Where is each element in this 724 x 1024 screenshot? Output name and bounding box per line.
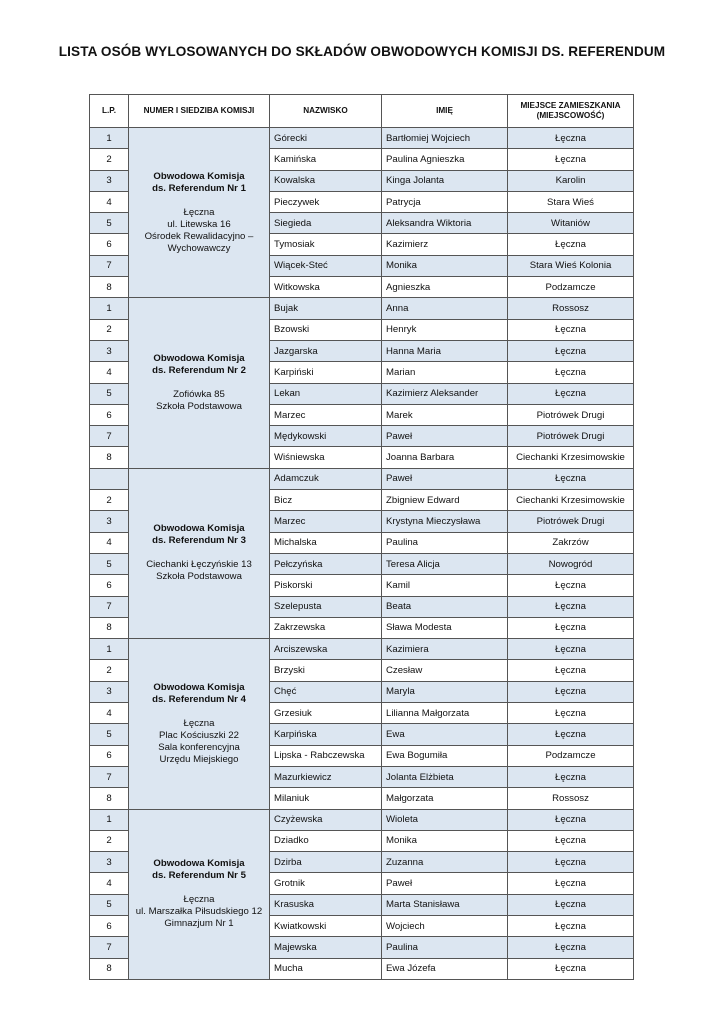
residence-cell: Łęczna (508, 809, 634, 830)
committee-cell (129, 809, 270, 979)
row-number: 6 (90, 404, 129, 425)
row-number: 1 (90, 128, 129, 149)
residence-cell: Rossosz (508, 298, 634, 319)
row-number: 4 (90, 703, 129, 724)
committee-title: Obwodowa Komisja (153, 523, 245, 535)
committee-address-line: Łęczna (183, 717, 215, 729)
row-number: 2 (90, 319, 129, 340)
row-number: 8 (90, 277, 129, 298)
first-name-cell: Paulina (382, 532, 508, 553)
residence-cell: Łęczna (508, 766, 634, 787)
row-number: 5 (90, 383, 129, 404)
committee-number: ds. Referendum Nr 5 (152, 870, 246, 882)
surname-cell: Pełczyńska (270, 553, 382, 574)
committee-address-line: Ośrodek Rewalidacyjno – (144, 230, 254, 242)
row-number: 7 (90, 426, 129, 447)
first-name-cell: Paulina (382, 937, 508, 958)
surname-cell: Zakrzewska (270, 617, 382, 638)
first-name-cell: Lilianna Małgorzata (382, 703, 508, 724)
row-number: 3 (90, 852, 129, 873)
row-number: 6 (90, 575, 129, 596)
committee-address-line: Zofiówka 85 (173, 389, 225, 401)
row-number: 3 (90, 340, 129, 361)
residence-cell: Ciechanki Krzesimowskie (508, 490, 634, 511)
residence-cell: Łęczna (508, 915, 634, 936)
row-number: 6 (90, 745, 129, 766)
row-number: 1 (90, 639, 129, 660)
committee-address-line: Łęczna (183, 894, 215, 906)
surname-cell: Lipska - Rabczewska (270, 745, 382, 766)
surname-cell: Jazgarska (270, 340, 382, 361)
first-name-cell: Krystyna Mieczysława (382, 511, 508, 532)
row-number: 3 (90, 681, 129, 702)
residence-cell: Łęczna (508, 937, 634, 958)
row-number: 8 (90, 958, 129, 979)
first-name-cell: Aleksandra Wiktoria (382, 213, 508, 234)
surname-cell: Adamczuk (270, 468, 382, 489)
surname-cell: Marzec (270, 404, 382, 425)
first-name-cell: Monika (382, 830, 508, 851)
row-number: 6 (90, 234, 129, 255)
table-header-row (90, 95, 634, 128)
surname-cell: Chęć (270, 681, 382, 702)
row-number: 2 (90, 830, 129, 851)
first-name-cell: Ewa (382, 724, 508, 745)
surname-cell: Mazurkiewicz (270, 766, 382, 787)
first-name-cell: Czesław (382, 660, 508, 681)
residence-cell: Piotrówek Drugi (508, 404, 634, 425)
first-name-cell: Paweł (382, 873, 508, 894)
row-number: 4 (90, 362, 129, 383)
committee-number: ds. Referendum Nr 4 (152, 693, 246, 705)
surname-cell: Dzirba (270, 852, 382, 873)
first-name-cell: Hanna Maria (382, 340, 508, 361)
row-number: 6 (90, 915, 129, 936)
committee-number: ds. Referendum Nr 1 (152, 182, 246, 194)
first-name-cell: Marek (382, 404, 508, 425)
surname-cell: Bujak (270, 298, 382, 319)
table-row (90, 298, 634, 319)
row-number: 8 (90, 447, 129, 468)
surname-cell: Pieczywek (270, 191, 382, 212)
first-name-cell: Kazimierz Aleksander (382, 383, 508, 404)
first-name-cell: Joanna Barbara (382, 447, 508, 468)
first-name-cell: Paulina Agnieszka (382, 149, 508, 170)
row-number: 7 (90, 596, 129, 617)
residence-cell: Łęczna (508, 340, 634, 361)
residence-cell: Łęczna (508, 873, 634, 894)
residence-cell: Łęczna (508, 660, 634, 681)
row-number: 5 (90, 724, 129, 745)
residence-cell: Piotrówek Drugi (508, 511, 634, 532)
table-row (90, 809, 634, 830)
first-name-cell: Kinga Jolanta (382, 170, 508, 191)
first-name-cell: Kazimiera (382, 639, 508, 660)
header-committee: NUMER I SIEDZIBA KOMISJI (129, 95, 270, 128)
committee-address-line: Urzędu Miejskiego (159, 753, 239, 765)
header-residence (508, 95, 634, 128)
committee-title: Obwodowa Komisja (153, 170, 245, 182)
residence-cell: Łęczna (508, 724, 634, 745)
first-name-cell: Maryla (382, 681, 508, 702)
surname-cell: Milaniuk (270, 788, 382, 809)
residence-cell: Nowogród (508, 553, 634, 574)
surname-cell: Bzowski (270, 319, 382, 340)
residence-cell: Łęczna (508, 383, 634, 404)
first-name-cell: Marian (382, 362, 508, 383)
surname-cell: Karpiński (270, 362, 382, 383)
row-number: 7 (90, 766, 129, 787)
row-number: 5 (90, 213, 129, 234)
first-name-cell: Sława Modesta (382, 617, 508, 638)
residence-cell: Łęczna (508, 852, 634, 873)
surname-cell: Arciszewska (270, 639, 382, 660)
surname-cell: Górecki (270, 128, 382, 149)
first-name-cell: Beata (382, 596, 508, 617)
committee-address-line: Wychowawczy (167, 242, 231, 254)
surname-cell: Wiącek-Steć (270, 255, 382, 276)
residence-cell: Łęczna (508, 149, 634, 170)
row-number: 7 (90, 255, 129, 276)
header-surname: NAZWISKO (270, 95, 382, 128)
row-number: 2 (90, 660, 129, 681)
header-first-name: IMIĘ (382, 95, 508, 128)
surname-cell: Grzesiuk (270, 703, 382, 724)
row-number: 4 (90, 532, 129, 553)
row-number: 1 (90, 809, 129, 830)
first-name-cell: Zbigniew Edward (382, 490, 508, 511)
residence-cell: Rossosz (508, 788, 634, 809)
header-lp: L.P. (90, 95, 129, 128)
residence-cell: Łęczna (508, 468, 634, 489)
committee-cell (129, 468, 270, 638)
committee-address-line: Gimnazjum Nr 1 (164, 918, 234, 930)
residence-cell: Łęczna (508, 830, 634, 851)
surname-cell: Kowalska (270, 170, 382, 191)
residence-cell: Karolin (508, 170, 634, 191)
committee-title: Obwodowa Komisja (153, 681, 245, 693)
residence-cell: Łęczna (508, 703, 634, 724)
header-residence-line-1: MIEJSCE ZAMIESZKANIA (520, 101, 621, 110)
surname-cell: Lekan (270, 383, 382, 404)
row-number: 7 (90, 937, 129, 958)
first-name-cell: Teresa Alicja (382, 553, 508, 574)
surname-cell: Bicz (270, 490, 382, 511)
first-name-cell: Wioleta (382, 809, 508, 830)
residence-cell: Łęczna (508, 894, 634, 915)
committee-number: ds. Referendum Nr 2 (152, 365, 246, 377)
residence-cell: Stara Wieś (508, 191, 634, 212)
residence-cell: Łęczna (508, 362, 634, 383)
residence-cell: Łęczna (508, 681, 634, 702)
table-row (90, 639, 634, 660)
residence-cell: Łęczna (508, 575, 634, 596)
committee-title: Obwodowa Komisja (153, 353, 245, 365)
row-number: 2 (90, 490, 129, 511)
surname-cell: Michalska (270, 532, 382, 553)
committee-address-line: Łęczna (183, 206, 215, 218)
residence-cell: Podzamcze (508, 745, 634, 766)
first-name-cell: Zuzanna (382, 852, 508, 873)
first-name-cell: Bartłomiej Wojciech (382, 128, 508, 149)
first-name-cell: Paweł (382, 468, 508, 489)
residence-cell: Łęczna (508, 319, 634, 340)
row-number: 4 (90, 191, 129, 212)
committee-address-line: Ciechanki Łęczyńskie 13 (146, 559, 252, 571)
row-number: 3 (90, 511, 129, 532)
first-name-cell: Paweł (382, 426, 508, 447)
surname-cell: Brzyski (270, 660, 382, 681)
surname-cell: Karpińska (270, 724, 382, 745)
residence-cell: Podzamcze (508, 277, 634, 298)
committee-address-line: ul. Marszałka Piłsudskiego 12 (135, 906, 263, 918)
first-name-cell: Monika (382, 255, 508, 276)
committee-cell (129, 639, 270, 809)
committee-title: Obwodowa Komisja (153, 858, 245, 870)
row-number: 2 (90, 149, 129, 170)
first-name-cell: Kazimierz (382, 234, 508, 255)
residence-cell: Stara Wieś Kolonia (508, 255, 634, 276)
residence-cell: Witaniów (508, 213, 634, 234)
surname-cell: Tymosiak (270, 234, 382, 255)
header-residence-line-2: (MIEJSCOWOŚĆ) (536, 111, 605, 120)
residence-cell: Łęczna (508, 617, 634, 638)
residence-cell: Ciechanki Krzesimowskie (508, 447, 634, 468)
residence-cell: Łęczna (508, 234, 634, 255)
row-number: 5 (90, 894, 129, 915)
surname-cell: Grotnik (270, 873, 382, 894)
committee-address-line: ul. Litewska 16 (167, 218, 231, 230)
first-name-cell: Anna (382, 298, 508, 319)
row-number: 5 (90, 553, 129, 574)
surname-cell: Piskorski (270, 575, 382, 596)
row-number: 3 (90, 170, 129, 191)
committee-address-line: Sala konferencyjna (158, 741, 240, 753)
committee-table (89, 94, 634, 980)
first-name-cell: Ewa Bogumiła (382, 745, 508, 766)
first-name-cell: Małgorzata (382, 788, 508, 809)
surname-cell: Majewska (270, 937, 382, 958)
committee-number: ds. Referendum Nr 3 (152, 535, 246, 547)
surname-cell: Kamińska (270, 149, 382, 170)
surname-cell: Siegieda (270, 213, 382, 234)
row-number: 4 (90, 873, 129, 894)
first-name-cell: Kamil (382, 575, 508, 596)
residence-cell: Łęczna (508, 128, 634, 149)
row-number: 8 (90, 788, 129, 809)
surname-cell: Marzec (270, 511, 382, 532)
residence-cell: Łęczna (508, 596, 634, 617)
first-name-cell: Jolanta Elżbieta (382, 766, 508, 787)
residence-cell: Piotrówek Drugi (508, 426, 634, 447)
surname-cell: Witkowska (270, 277, 382, 298)
table-row (90, 468, 634, 489)
row-number (90, 468, 129, 489)
surname-cell: Mucha (270, 958, 382, 979)
surname-cell: Dziadko (270, 830, 382, 851)
residence-cell: Łęczna (508, 958, 634, 979)
row-number: 8 (90, 617, 129, 638)
page-title: LISTA OSÓB WYLOSOWANYCH DO SKŁADÓW OBWODOWYCH KOMISJI DS. REFERENDUM (58, 44, 666, 59)
committee-cell (129, 298, 270, 468)
surname-cell: Czyżewska (270, 809, 382, 830)
surname-cell: Kwiatkowski (270, 915, 382, 936)
committee-cell (129, 128, 270, 298)
residence-cell: Łęczna (508, 639, 634, 660)
first-name-cell: Patrycja (382, 191, 508, 212)
residence-cell: Zakrzów (508, 532, 634, 553)
surname-cell: Szelepusta (270, 596, 382, 617)
first-name-cell: Wojciech (382, 915, 508, 936)
first-name-cell: Marta Stanisława (382, 894, 508, 915)
surname-cell: Wiśniewska (270, 447, 382, 468)
committee-address-line: Szkoła Podstawowa (156, 571, 242, 583)
surname-cell: Mędykowski (270, 426, 382, 447)
row-number: 1 (90, 298, 129, 319)
first-name-cell: Ewa Józefa (382, 958, 508, 979)
table-row (90, 128, 634, 149)
committee-address-line: Plac Kościuszki 22 (159, 729, 239, 741)
surname-cell: Krasuska (270, 894, 382, 915)
first-name-cell: Agnieszka (382, 277, 508, 298)
table-body (90, 128, 634, 980)
committee-address-line: Szkoła Podstawowa (156, 401, 242, 413)
first-name-cell: Henryk (382, 319, 508, 340)
